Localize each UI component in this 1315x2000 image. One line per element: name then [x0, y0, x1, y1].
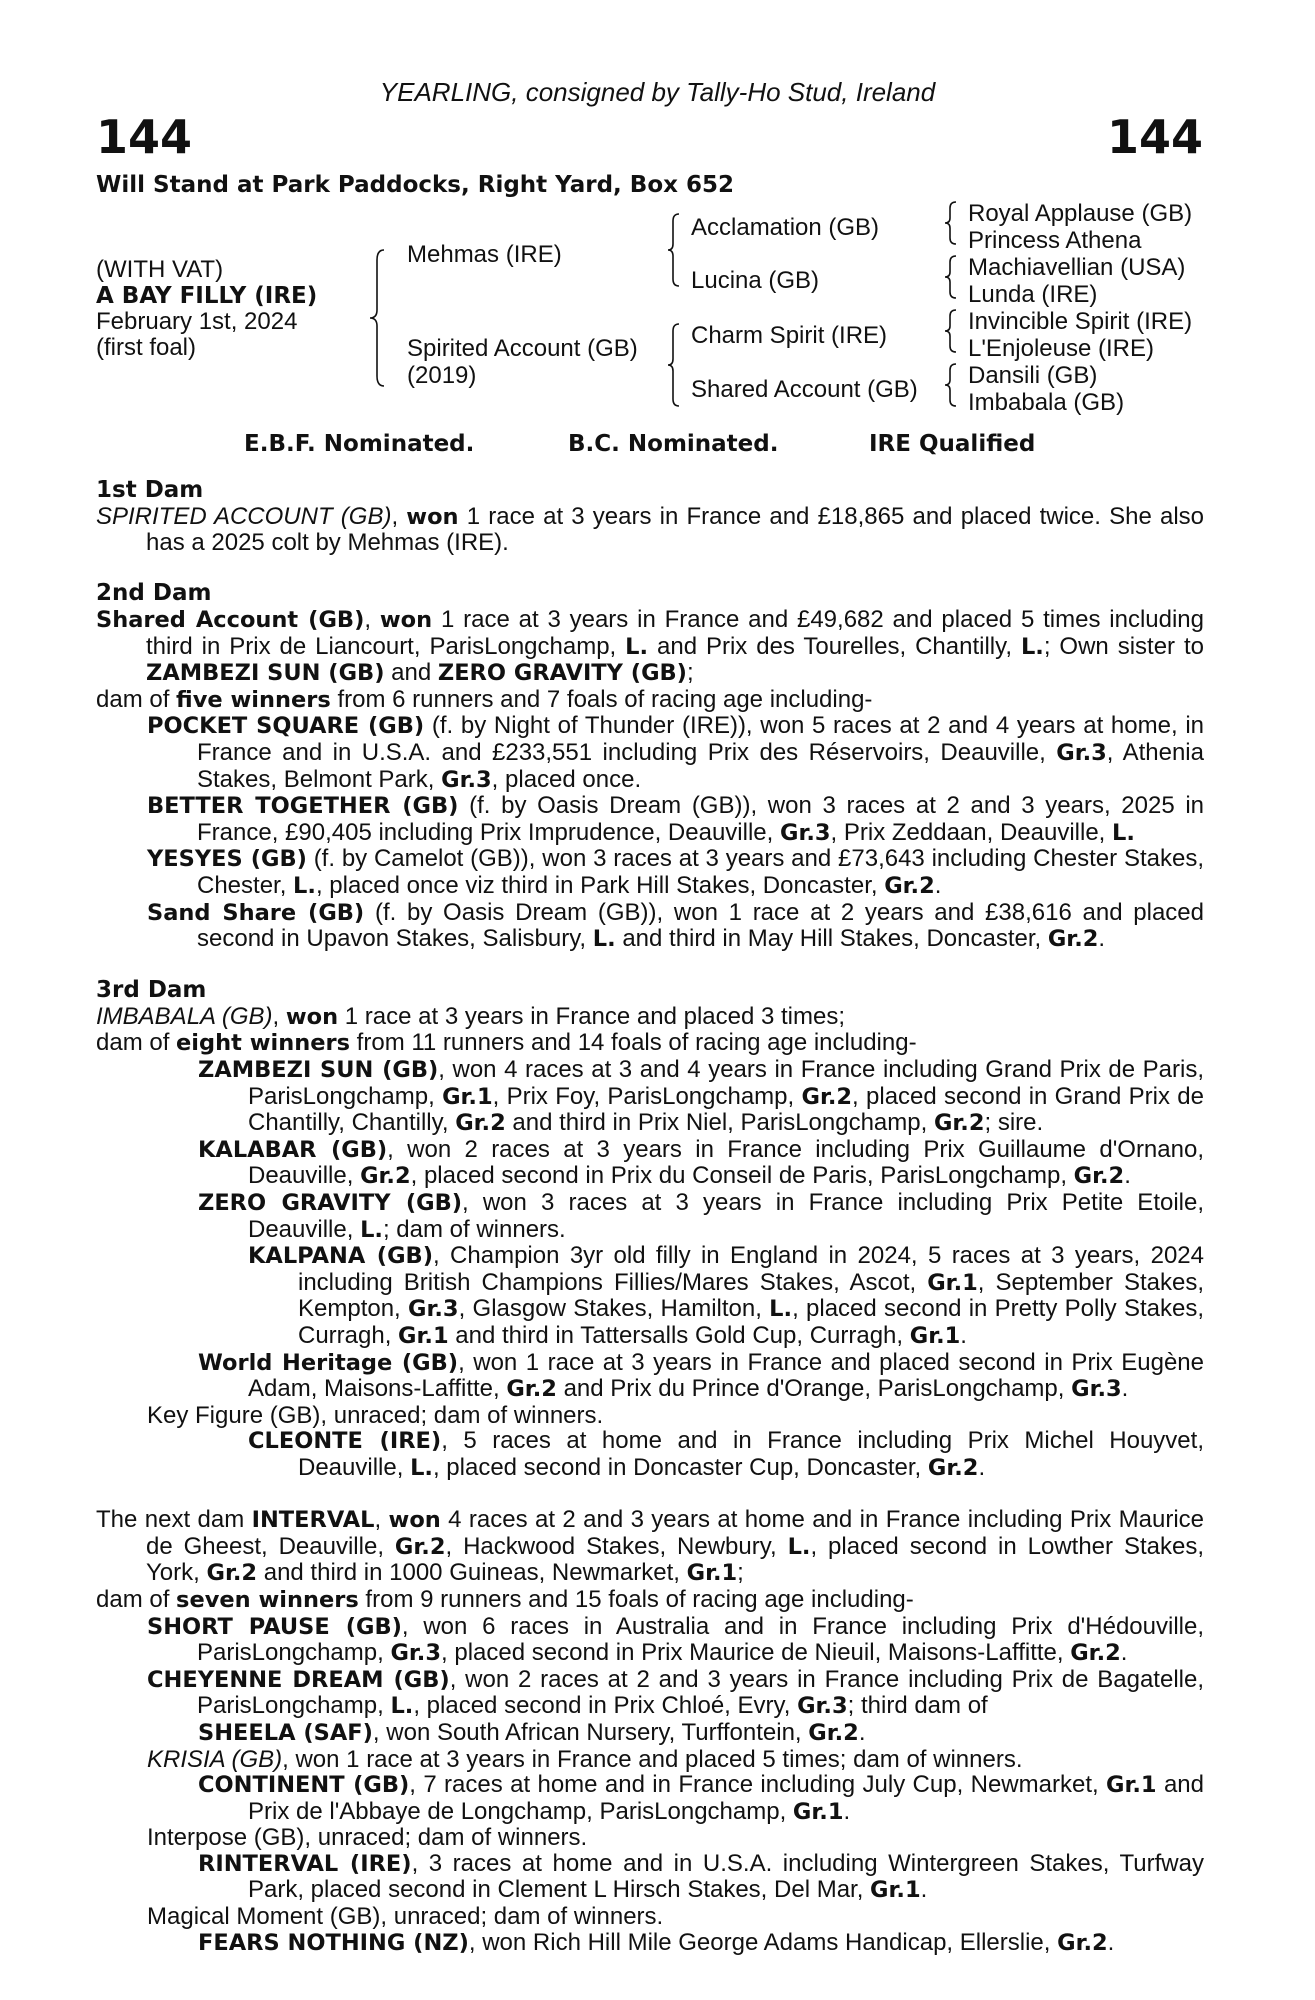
bold-text: Gr.2 — [394, 1533, 446, 1560]
text-run: , won 6 races in Australia and in France including Prix d'Hédouville, ParisLongchamp, — [197, 1612, 1204, 1667]
text-run: , 3 races at home and in U.S.A. including Wintergreen Stakes, Turfway Park, placed second in Clement L Hirsch Stakes, Del Mar, — [248, 1849, 1204, 1904]
catalogue-section — [96, 478, 1204, 556]
catalogue-paragraph — [96, 1904, 1204, 1930]
bold-text: L. — [625, 633, 649, 660]
text-run: 1 race at 3 years in France and £49,682 and placed 5 times including third in Prix de Liancourt, ParisLongchamp, — [146, 605, 1205, 660]
text-run: , won Rich Hill Mile George Adams Handicap, Ellerslie, — [468, 1928, 1058, 1956]
catalogue-section — [96, 978, 1204, 1481]
text-run: , placed once viz third in Park Hill Stakes, Doncaster, — [315, 871, 885, 899]
bold-text: Gr.2 — [1057, 1929, 1108, 1956]
text-run: , placed second in Prix Chloé, Evry, — [413, 1692, 798, 1720]
catalogue-paragraph — [96, 504, 1204, 556]
bold-text: L. — [390, 1693, 414, 1720]
ebf-nomination: E.B.F. Nominated. — [244, 431, 475, 457]
text-run: from 6 runners and 7 foals of racing age including- — [330, 685, 873, 713]
text-run: , — [272, 1002, 286, 1030]
italic-name: IMBABALA (GB) — [96, 1002, 273, 1030]
bold-text: L. — [592, 926, 616, 953]
text-run: and — [384, 659, 438, 687]
bold-text: RINTERVAL (IRE) — [198, 1850, 412, 1877]
text-run: , placed second in Pretty Polly Stakes, Curragh, — [298, 1295, 1204, 1349]
text-run: , won 2 races at 2 and 3 years in France including Prix de Bagatelle, ParisLongchamp, — [197, 1665, 1204, 1720]
text-run: 1 race at 3 years in France and £18,865 and placed twice. She also has a 2025 colt by Mehmas (IRE). — [146, 502, 1205, 557]
bold-text: Gr.3 — [779, 819, 831, 846]
catalogue-paragraph — [96, 1930, 1204, 1957]
text-run: . — [960, 1322, 967, 1349]
catalogue-paragraph — [96, 1667, 1204, 1720]
pedigree-brace-ggp-1 — [943, 200, 959, 246]
bold-text: L. — [1020, 633, 1044, 660]
catalogue-paragraph — [96, 1057, 1204, 1137]
catalogue-paragraph — [96, 713, 1204, 793]
bold-text: Gr.2 — [808, 1719, 859, 1746]
bold-text: won — [379, 606, 433, 633]
pedigree-brace-ggp-2 — [943, 254, 959, 300]
bold-text: Gr.3 — [1071, 1376, 1122, 1403]
text-run: , placed second in Doncaster Cup, Doncaster, — [432, 1453, 928, 1481]
text-run: . — [920, 1876, 928, 1904]
text-run: 4 races at 2 and 3 years at home and in France including Prix Maurice de Gheest, Deauville, — [146, 1506, 1204, 1560]
vat-note: (WITH VAT) — [96, 256, 224, 283]
catalogue-paragraph — [96, 793, 1204, 846]
bold-text: KALABAR (GB) — [198, 1136, 388, 1163]
pedigree-ggp-5: Invincible Spirit (IRE) — [968, 308, 1193, 335]
section-heading: 3rd Dam — [96, 977, 207, 1004]
text-run: . — [934, 871, 942, 899]
bold-text: Gr.2 — [206, 1560, 258, 1587]
pedigree-ggp-6: L'Enjoleuse (IRE) — [968, 335, 1154, 362]
pedigree-ggp-7: Dansili (GB) — [968, 362, 1098, 389]
catalogue-paragraph — [96, 1243, 1204, 1349]
catalogue-paragraph — [96, 1428, 1204, 1481]
text-run: The next dam — [96, 1506, 252, 1534]
pedigree-brace-dam — [666, 322, 682, 408]
text-run: Key Figure (GB), unraced; dam of winners. — [147, 1401, 604, 1429]
text-run: (f. by Night of Thunder (IRE)), won 5 races at 2 and 4 years at home, in France and in U.S.A. and £233,551 including Prix des Réservoirs, Deauville, — [197, 712, 1204, 766]
text-run: , 7 races at home and in France including July Cup, Newmarket, — [409, 1771, 1107, 1799]
text-run: and Prix des Tourelles, Chantilly, — [648, 632, 1021, 660]
bold-text: CLEONTE (IRE) — [248, 1428, 442, 1455]
bold-text: Gr.2 — [455, 1110, 506, 1137]
ire-qualified: IRE Qualified — [869, 431, 1036, 457]
text-run: ; sire. — [984, 1109, 1044, 1137]
text-run: , placed once. — [491, 765, 642, 793]
bold-text: Gr.2 — [506, 1376, 557, 1403]
catalogue-paragraph — [96, 1030, 1204, 1057]
catalogue-paragraph — [96, 1587, 1204, 1614]
bold-text: won — [406, 503, 459, 530]
bold-text: won — [285, 1003, 339, 1030]
bold-text: Shared Account (GB) — [96, 606, 365, 633]
text-run: Magical Moment (GB), unraced; dam of winners. — [147, 1903, 664, 1931]
bold-text: ZERO GRAVITY (GB) — [437, 660, 687, 687]
pedigree-brace-ggp-4 — [943, 362, 959, 408]
catalogue-paragraph — [96, 1825, 1204, 1851]
text-run: , won 2 races at 3 years in France including Prix Guillaume d'Ornano, Deauville, — [248, 1135, 1204, 1190]
pedigree-brace-main — [368, 248, 388, 388]
catalogue-paragraph — [96, 687, 1204, 714]
bold-text: SHORT PAUSE (GB) — [147, 1613, 402, 1640]
bold-text: CONTINENT (GB) — [198, 1772, 410, 1799]
text-run: from 11 runners and 14 foals of racing age including- — [350, 1029, 917, 1057]
pedigree-dam-sire: Charm Spirit (IRE) — [691, 322, 888, 349]
text-run: Interpose (GB), unraced; dam of winners. — [147, 1824, 588, 1852]
text-run: dam of — [96, 1585, 177, 1613]
foaling-date: February 1st, 2024 — [96, 308, 298, 335]
bold-text: Gr.1 — [1106, 1772, 1157, 1799]
pedigree-dam-dam: Shared Account (GB) — [691, 376, 918, 403]
text-run: ; — [737, 1559, 744, 1587]
pedigree-dam-year: (2019) — [407, 362, 477, 389]
text-run: , placed second in Lowther Stakes, York, — [146, 1532, 1204, 1587]
catalogue-paragraph — [96, 1747, 1204, 1773]
text-run: , won 1 race at 3 years in France and placed 5 times; dam of winners. — [282, 1745, 1023, 1773]
bc-nomination: B.C. Nominated. — [568, 431, 779, 457]
text-run: , Champion 3yr old filly in England in 2024, 5 races at 3 years, 2024 including British Champions Fillies/Mares Stakes, Ascot, — [298, 1242, 1204, 1296]
text-run: and third in Prix Niel, ParisLongchamp, — [505, 1109, 934, 1137]
text-run: (f. by Oasis Dream (GB)), won 3 races at 2 and 3 years, 2025 in France, £90,405 including Prix Imprudence, Deauville, — [197, 792, 1205, 846]
italic-name: SPIRITED ACCOUNT (GB) — [96, 502, 392, 530]
text-run: , placed second in Prix du Conseil de Paris, ParisLongchamp, — [410, 1162, 1074, 1190]
text-run: . — [1107, 1928, 1115, 1956]
lot-number-left: 144 — [96, 110, 193, 164]
text-run: , won 3 races at 3 years in France including Prix Petite Etoile, Deauville, — [248, 1189, 1205, 1243]
text-run: , Glasgow Stakes, Hamilton, — [458, 1295, 770, 1323]
bold-text: KALPANA (GB) — [248, 1243, 433, 1270]
text-run: dam of — [96, 1029, 177, 1057]
bold-text: Gr.1 — [870, 1877, 921, 1904]
bold-text: Gr.2 — [927, 1454, 979, 1481]
pedigree-dam: Spirited Account (GB) — [407, 335, 638, 362]
bold-text: FEARS NOTHING (NZ) — [198, 1929, 469, 1956]
catalogue-section — [96, 1507, 1204, 1956]
text-run: , placed second in Prix Maurice de Nieuil, Maisons-Laffitte, — [441, 1639, 1071, 1667]
bold-text: five winners — [176, 686, 331, 713]
bold-text: L. — [769, 1296, 793, 1323]
text-run: , September Stakes, Kempton, — [298, 1268, 1204, 1323]
text-run: , Prix Zeddaan, Deauville, — [830, 818, 1113, 846]
catalogue-paragraph — [96, 1350, 1204, 1403]
bold-text: L. — [1112, 819, 1135, 846]
dam-line-catalogue — [96, 478, 1204, 1982]
bold-text: Gr.2 — [1073, 1163, 1125, 1190]
bold-text: Gr.1 — [909, 1323, 961, 1349]
stand-location: Will Stand at Park Paddocks, Right Yard, Box 652 — [96, 172, 734, 198]
bold-text: L. — [410, 1454, 433, 1481]
section-heading: 2nd Dam — [96, 580, 212, 607]
pedigree-ggp-2: Princess Athena — [968, 227, 1142, 254]
text-run: from 9 runners and 15 foals of racing age including- — [358, 1585, 914, 1613]
catalogue-paragraph — [96, 1720, 1204, 1747]
bold-text: Gr.1 — [398, 1323, 449, 1349]
pedigree-brace-sire — [666, 212, 682, 288]
bold-text: Gr.2 — [801, 1083, 853, 1110]
section-heading: 1st Dam — [96, 477, 204, 503]
bold-text: Gr.1 — [927, 1269, 978, 1296]
text-run: , won 4 races at 3 and 4 years in France including Grand Prix de Paris, ParisLongchamp, — [248, 1056, 1204, 1110]
text-run: , placed second in Grand Prix de Chantilly, Chantilly, — [248, 1082, 1204, 1137]
bold-text: Gr.1 — [686, 1560, 738, 1587]
text-run: , — [391, 502, 407, 530]
bold-text: Gr.3 — [441, 766, 492, 793]
text-run: , won 1 race at 3 years in France and placed second in Prix Eugène Adam, Maisons-Laffitte, — [248, 1348, 1204, 1403]
text-run: (f. by Oasis Dream (GB)), won 1 race at 2 years and £38,616 and placed second in Upavon Stakes, Salisbury, — [197, 898, 1205, 953]
bold-text: ZERO GRAVITY (GB) — [198, 1190, 463, 1217]
bold-text: BETTER TOGETHER (GB) — [147, 793, 459, 820]
horse-name: A BAY FILLY (IRE) — [96, 283, 318, 309]
catalogue-paragraph — [96, 607, 1204, 687]
catalogue-paragraph — [96, 1190, 1204, 1243]
bold-text: L. — [360, 1216, 383, 1243]
text-run: (f. by Camelot (GB)), won 3 races at 3 years and £73,643 including Chester Stakes, Chester, — [197, 845, 1204, 899]
bold-text: ZAMBEZI SUN (GB) — [198, 1057, 439, 1084]
bold-text: Sand Share (GB) — [147, 899, 365, 926]
bold-text: SHEELA (SAF) — [198, 1719, 373, 1746]
bold-text: Gr.3 — [408, 1296, 459, 1323]
pedigree-ggp-4: Lunda (IRE) — [968, 281, 1098, 308]
bold-text: Gr.2 — [884, 872, 935, 899]
pedigree-ggp-1: Royal Applause (GB) — [968, 200, 1193, 227]
text-run: and Prix du Prince d'Orange, ParisLongchamp, — [556, 1375, 1072, 1403]
bold-text: Gr.3 — [797, 1693, 848, 1720]
bold-text: Gr.1 — [442, 1083, 493, 1110]
catalogue-paragraph — [96, 1137, 1204, 1190]
text-run: . — [1124, 1162, 1131, 1190]
bold-text: Gr.2 — [1070, 1640, 1121, 1667]
bold-text: Gr.3 — [390, 1640, 442, 1667]
text-run: ; Own sister to — [1043, 632, 1204, 660]
consignor-line: YEARLING, consigned by Tally-Ho Stud, Ireland — [379, 77, 936, 107]
italic-name: KRISIA (GB) — [147, 1745, 283, 1773]
text-run: , Athenia Stakes, Belmont Park, — [197, 738, 1204, 793]
catalogue-paragraph — [96, 1507, 1204, 1587]
text-run: and Prix de l'Abbaye de Longchamp, ParisLongchamp, — [248, 1771, 1205, 1825]
bold-text: YESYES (GB) — [147, 846, 307, 873]
catalogue-paragraph — [96, 1614, 1204, 1667]
bold-text: Gr.2 — [360, 1163, 411, 1190]
text-run: . — [978, 1453, 986, 1481]
bold-text: World Heritage (GB) — [198, 1349, 459, 1376]
pedigree-sire: Mehmas (IRE) — [407, 241, 562, 268]
pedigree-ggp-8: Imbabala (GB) — [968, 389, 1125, 416]
pedigree-brace-ggp-3 — [943, 308, 959, 354]
text-run: , — [364, 605, 380, 633]
text-run: . — [843, 1797, 851, 1825]
text-run: and third in 1000 Guineas, Newmarket, — [257, 1559, 687, 1587]
text-run: dam of — [96, 685, 177, 713]
text-run: ; dam of winners. — [382, 1215, 566, 1243]
text-run: . — [1098, 925, 1106, 953]
bold-text: L. — [293, 872, 316, 899]
bold-text: CHEYENNE DREAM (GB) — [147, 1666, 450, 1693]
text-run: , won South African Nursery, Turffontein, — [372, 1718, 809, 1746]
text-run: , — [374, 1506, 389, 1534]
catalogue-paragraph — [96, 900, 1204, 953]
text-run: and third in May Hill Stakes, Doncaster, — [615, 925, 1048, 953]
lot-number-right: 144 — [1106, 110, 1203, 164]
bold-text: L. — [787, 1533, 811, 1560]
text-run: . — [1121, 1375, 1129, 1403]
pedigree-sire-sire: Acclamation (GB) — [691, 214, 880, 241]
pedigree-sire-dam: Lucina (GB) — [691, 267, 820, 294]
text-run: 1 race at 3 years in France and placed 3 times; — [338, 1002, 846, 1030]
text-run: , Hackwood Stakes, Newbury, — [445, 1532, 788, 1560]
text-run: . — [1120, 1639, 1128, 1667]
bold-text: won — [388, 1507, 441, 1534]
catalogue-section — [96, 581, 1204, 952]
text-run: , Prix Foy, ParisLongchamp, — [492, 1082, 802, 1110]
foal-note: (first foal) — [96, 334, 197, 361]
text-run: ; third dam of — [847, 1692, 988, 1720]
bold-text: Gr.2 — [933, 1110, 985, 1137]
bold-text: INTERVAL — [251, 1507, 375, 1534]
text-run: and third in Tattersalls Gold Cup, Curragh, — [448, 1322, 910, 1349]
catalogue-paragraph — [96, 1403, 1204, 1429]
catalogue-paragraph — [96, 846, 1204, 899]
bold-text: eight winners — [176, 1030, 351, 1057]
bold-text: ZAMBEZI SUN (GB) — [146, 660, 385, 687]
bold-text: Gr.1 — [792, 1798, 844, 1825]
bold-text: seven winners — [176, 1586, 359, 1613]
catalogue-paragraph — [96, 1772, 1204, 1825]
bold-text: Gr.3 — [1056, 739, 1107, 766]
text-run: . — [858, 1718, 866, 1746]
text-run: ; — [686, 659, 694, 687]
text-run: , 5 races at home and in France including Prix Michel Houyvet, Deauville, — [298, 1427, 1204, 1481]
bold-text: POCKET SQUARE (GB) — [147, 713, 425, 740]
pedigree-ggp-3: Machiavellian (USA) — [968, 254, 1186, 281]
bold-text: Gr.2 — [1047, 926, 1099, 953]
catalogue-paragraph — [96, 1851, 1204, 1904]
catalogue-paragraph — [96, 1004, 1204, 1031]
